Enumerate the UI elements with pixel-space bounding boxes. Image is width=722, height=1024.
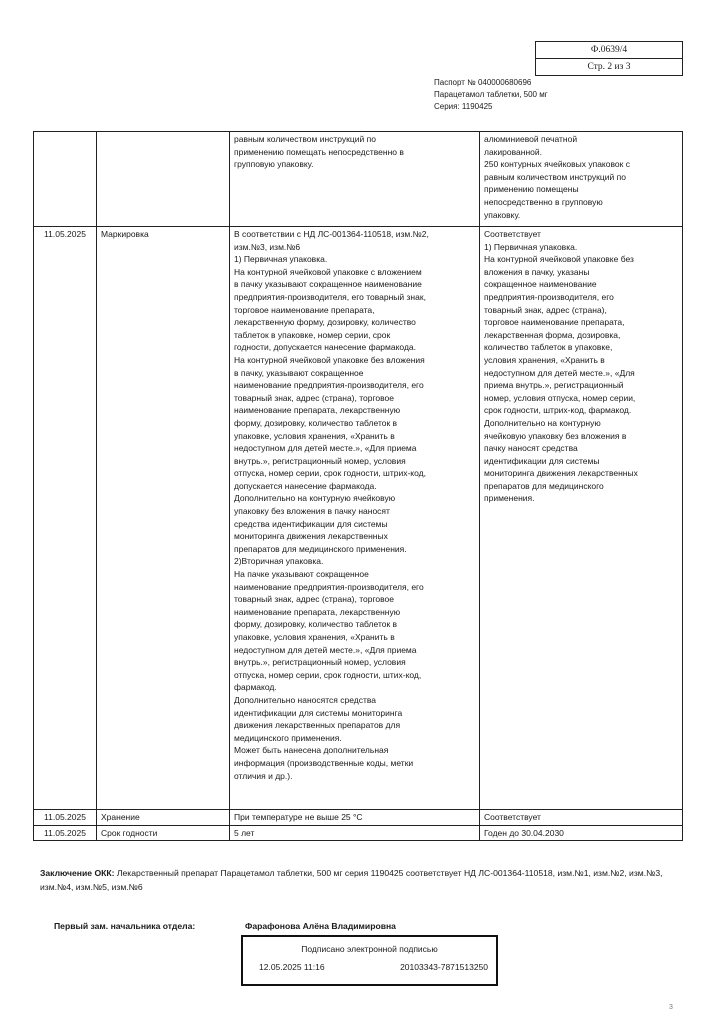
conclusion	[40, 866, 680, 894]
table-row	[34, 227, 683, 810]
parameter-cell: Срок годности	[97, 825, 230, 841]
requirement-cell: равным количеством инструкций по применению помещать непосредственно в групповую упаковку.	[230, 132, 480, 227]
table-row	[34, 810, 683, 826]
requirement-cell: В соответствии с НД ЛС-001364-110518, изм.№2, изм.№3, изм.№6 1) Первичная упаковка. На контурной ячейковой упаковке с вложением в пачку указывают сокращенное наименование предприятия-производителя, его товарный знак, торговое наименование препарата, лекарственную форму, дозировку, количество таблеток в упаковке, номер серии, срок годности, допускается нанесение фармакода. На контурной ячейковой упаковке без вложения в пачку, указывают сокращенное наименование предприятия-производителя, его товарный знак, адрес (страна), торговое наименование препарата, лекарственную форму, дозировку, количество таблеток в упаковке, условия хранения, «Хранить в недоступном для детей месте.», «Для приема внутрь.», регистрационный номер, условия отпуска, номер серии, срок годности, штрих-код, допускается нанесение фармакода. Дополнительно на контурную ячейковую упаковку без вложения в пачку наносят средства идентификации для системы мониторинга движения лекарственных препаратов для медицинского применения. 2)Вторичная упаковка. На пачке указывают сокращенное наименование предприятия-производителя, его товарный знак, адрес (страна), торговое наименование препарата, лекарственную форму, дозировку, количество таблеток в упаковке, условия хранения, «Хранить в недоступном для детей месте.», «Для приема внутрь.», регистрационный номер, условия отпуска, номер серии, срок годности, штих-код, фармакод. Дополнительно наносятся средства идентификации для системы мониторинга движения лекарственных препаратов для медицинского применения. Может быть нанесена дополнительная информация (производственные коды, метки отличия и др.).	[230, 227, 480, 810]
results-table	[33, 131, 683, 841]
form-code-box	[535, 41, 683, 76]
page-number: Стр. 2 из 3	[536, 58, 682, 75]
table-row	[34, 132, 683, 227]
signer-title: Первый зам. начальника отдела:	[54, 921, 196, 931]
signer-name: Фарафонова Алёна Владимировна	[245, 921, 396, 931]
date-cell: 11.05.2025	[34, 227, 97, 810]
form-code: Ф.0639/4	[590, 45, 628, 55]
series-number: Серия: 1190425	[434, 102, 493, 111]
requirement-cell: При температуре не выше 25 °С	[230, 810, 480, 826]
conclusion-text: Лекарственный препарат Парацетамол таблетки, 500 мг серия 1190425 соответствует НД ЛС-001364-110518, изм.№1, изм.№2, изм.№3, изм.№4, изм.№5, изм.№6	[40, 868, 663, 892]
date-cell	[34, 132, 97, 227]
date-cell: 11.05.2025	[34, 825, 97, 841]
stamp-number: 20103343-7871513250	[400, 962, 488, 972]
result-cell: Соответствует	[480, 810, 683, 826]
passport-block	[434, 77, 548, 113]
stamp-datetime: 12.05.2025 11:16	[259, 962, 325, 972]
page-mark: 3	[669, 1004, 673, 1011]
date-cell: 11.05.2025	[34, 810, 97, 826]
product-name: Парацетамол таблетки, 500 мг	[434, 90, 548, 99]
stamp-title: Подписано электронной подписью	[301, 944, 438, 954]
conclusion-label: Заключение ОКК:	[40, 868, 115, 878]
table-row	[34, 825, 683, 841]
electronic-signature-stamp	[241, 935, 498, 986]
requirement-cell: 5 лет	[230, 825, 480, 841]
result-cell: Годен до 30.04.2030	[480, 825, 683, 841]
result-cell: алюминиевой печатной лакированной. 250 контурных ячейковых упаковок с равным количеством инструкций по применению помещены непосредственно в групповую упаковку.	[480, 132, 683, 227]
result-cell: Соответствует 1) Первичная упаковка. На контурной ячейковой упаковке без вложения в пачку, указаны сокращенное наименование предприятия-производителя, его товарный знак, адрес (страна), торговое наименование препарата, лекарственная форма, дозировка, количество таблеток в упаковке, условия хранения, «Хранить в недоступном для детей месте.», «Для приема внутрь.», регистрационный номер, условия отпуска, номер серии, срок годности, штрих-код, фармакод. Дополнительно на контурную ячейковую упаковку без вложения в пачку наносят средства идентификации для системы мониторинга движения лекарственных препаратов для медицинского применения.	[480, 227, 683, 810]
parameter-cell: Хранение	[97, 810, 230, 826]
parameter-cell	[97, 132, 230, 227]
passport-number: Паспорт № 040000680696	[434, 78, 532, 87]
parameter-cell: Маркировка	[97, 227, 230, 810]
